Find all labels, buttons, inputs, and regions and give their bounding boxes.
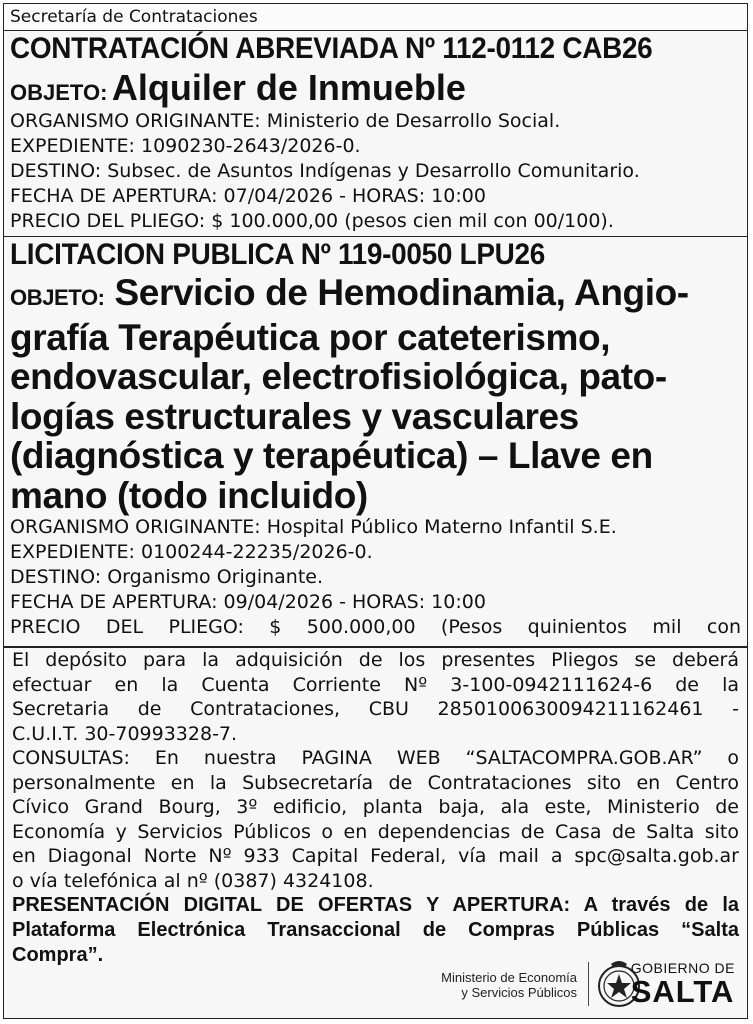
ministry-line: y Servicios Públicos	[461, 985, 577, 1000]
deposit-line: El depósito para la adquisición de los presentes Pliegos se deberá	[12, 649, 739, 671]
notice2-field	[10, 540, 741, 565]
notice2-objeto-line: (diagnóstica y terapéutica) – Llave en	[10, 435, 653, 476]
consultas-line: Cívico Grand Bourg, 3º edificio, planta baja, ala este, Ministerio de	[12, 796, 739, 818]
notice2-objeto-label: OBJETO:	[10, 285, 105, 310]
consultas-line: Economía y Servicios Públicos o en dependencias de Casa de Salta sito	[12, 820, 739, 843]
consultas-line: en Diagonal Norte Nº 933 Capital Federal, vía mail a spc@salta.gob.ar	[12, 845, 739, 867]
field-label: DESTINO:	[10, 566, 102, 588]
notice2-field	[10, 615, 741, 640]
gobierno-label: GOBIERNO DE	[630, 960, 735, 976]
notice1-field	[10, 109, 741, 134]
notice2-field	[10, 515, 741, 540]
presentacion-line: Compra”.	[12, 944, 104, 966]
field-value: Subsec. de Asuntos Indígenas y Desarrollo Comunitario.	[107, 160, 640, 182]
notice-page	[3, 3, 748, 1019]
gobierno-logo	[631, 960, 735, 1008]
consultas-line: o vía telefónica al nº (0387) 4324108.	[12, 869, 374, 892]
ministry-name	[441, 970, 577, 1000]
field-value: $ 100.000,00 (pesos cien mil con 00/100).	[211, 210, 614, 232]
field-value: 09/04/2026 - HORAS: 10:00	[223, 591, 486, 613]
field-value: Ministerio de Desarrollo Social.	[266, 110, 561, 132]
consultas-line: personalmente en la Subsecretaría de Contrataciones sito en Centro	[12, 771, 739, 794]
field-label: PRECIO DEL PLIEGO:	[10, 616, 244, 638]
notice2-title: LICITACION PUBLICA Nº 119-0050 LPU26	[10, 238, 546, 271]
notice1-title: CONTRATACIÓN ABREVIADA Nº 112-0112 CAB26	[10, 32, 653, 65]
presentacion-line: Plataforma Electrónica Transaccional de Compras Públicas “Salta	[12, 919, 739, 941]
presentacion-line: PRESENTACIÓN DIGITAL DE OFERTAS Y APERTURA: A través de la	[12, 894, 739, 916]
deposit-line: efectuar en la Cuenta Corriente Nº 3-100-0942111624-6 de la	[12, 673, 739, 696]
consultas-paragraph	[4, 746, 747, 893]
footer	[4, 956, 747, 1012]
notice-contratacion	[4, 31, 747, 234]
footer-divider	[588, 962, 589, 1006]
notice2-objeto-line: endovascular, electrofisiológica, pato-	[10, 356, 667, 397]
field-value: $ 500.000,00 (Pesos quinientos mil con	[269, 616, 741, 638]
ministry-line: Ministerio de Economía	[441, 970, 577, 985]
field-label: FECHA DE APERTURA:	[10, 185, 218, 207]
field-label: ORGANISMO ORIGINANTE:	[10, 516, 261, 538]
field-label: PRECIO DEL PLIEGO:	[10, 210, 206, 232]
consultas-line: CONSULTAS: En nuestra PAGINA WEB “SALTACOMPRA.GOB.AR” o	[12, 747, 739, 769]
notice2-objeto-line: grafía Terapéutica por cateterismo,	[10, 316, 611, 358]
header-label: Secretaría de Contrataciones	[4, 4, 747, 31]
field-value: Hospital Público Materno Infantil S.E.	[266, 516, 617, 538]
notice2-objeto-line: Servicio de Hemodinamia, Angio-	[114, 272, 689, 313]
field-label: EXPEDIENTE:	[10, 135, 135, 157]
field-label: EXPEDIENTE:	[10, 541, 135, 563]
notice1-field	[10, 134, 741, 159]
notice1-objeto-value: Alquiler de Inmueble	[111, 67, 466, 108]
notice1-field	[10, 159, 741, 184]
field-label: ORGANISMO ORIGINANTE:	[10, 110, 261, 132]
deposit-paragraph	[4, 648, 747, 746]
notice2-objeto-line: mano (todo incluido)	[10, 474, 368, 516]
notice-licitacion	[4, 237, 747, 640]
field-value: 0100244-22235/2026-0.	[141, 541, 373, 563]
field-value: 07/04/2026 - HORAS: 10:00	[223, 185, 486, 207]
field-value: Organismo Originante.	[107, 566, 324, 588]
notice2-objeto-line: logías estructurales y vasculares	[10, 395, 579, 437]
notice1-field	[10, 184, 741, 209]
notice1-objeto	[10, 67, 741, 109]
notice2-field	[10, 590, 741, 615]
salta-label: SALTA	[630, 974, 735, 1009]
deposit-line: C.U.I.T. 30-70993328-7.	[12, 722, 238, 745]
field-value: 1090230-2643/2026-0.	[141, 135, 361, 157]
field-label: DESTINO:	[10, 160, 102, 182]
notice2-field	[10, 565, 741, 590]
notice2-objeto	[10, 273, 741, 515]
notice1-field	[10, 209, 741, 234]
deposit-line: Secretaria de Contrataciones, CBU 2850100630094211162461 -	[12, 698, 739, 720]
field-label: FECHA DE APERTURA:	[10, 591, 218, 613]
notice1-objeto-label: OBJETO:	[10, 80, 108, 105]
